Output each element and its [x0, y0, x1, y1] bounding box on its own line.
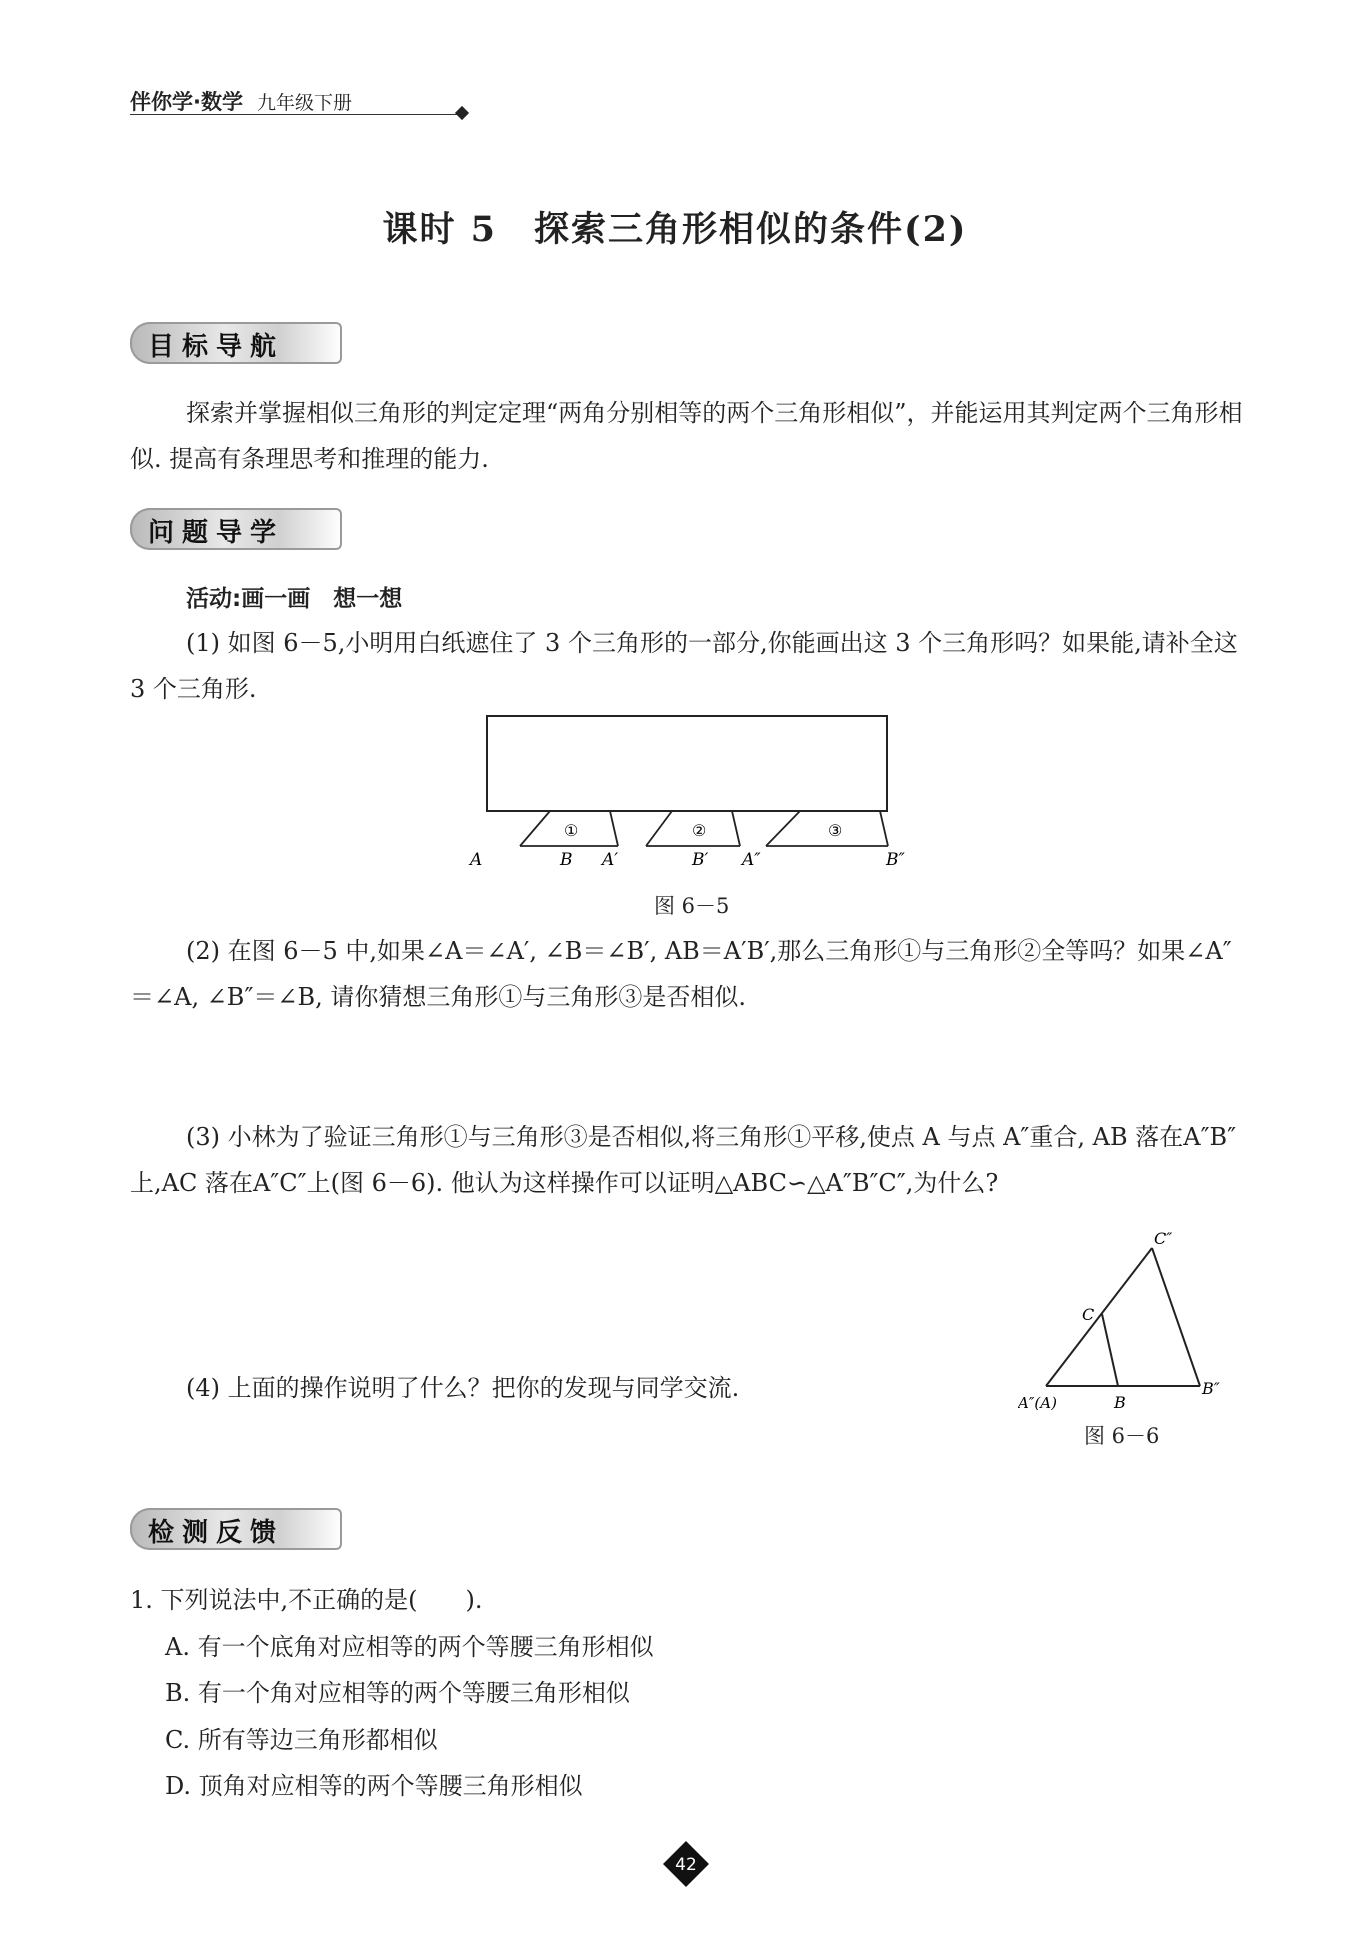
page-title: 课时 5 探索三角形相似的条件(2): [382, 209, 968, 250]
section-label: 检测反馈: [148, 1518, 285, 1548]
mark-2: ②: [692, 821, 707, 840]
activity-heading: 活动:画一画 想一想: [186, 586, 403, 612]
label-B-double-prime: B″: [1202, 1379, 1220, 1398]
running-header: [130, 86, 352, 116]
header-diamond-icon: [455, 106, 469, 120]
grade-label: 九年级下册: [256, 92, 352, 114]
label-B-prime: B′: [692, 850, 709, 870]
question-3: (3) 小林为了验证三角形①与三角形③是否相似,将三角形①平移,使点 A 与点 A″重合, AB 落在A″B″上,AC 落在A″C″上(图 6－6). 他认为这样操作可以证明△ABC∽△A″B″C″,为什么?: [130, 1123, 1237, 1197]
page-number: 42: [675, 1855, 697, 1875]
exercise-1-option-a[interactable]: A. 有一个底角对应相等的两个等腰三角形相似: [165, 1633, 654, 1661]
label-A-prime: A′: [602, 850, 619, 870]
label-B-double-prime: B″: [886, 850, 905, 870]
question-2: (2) 在图 6－5 中,如果∠A＝∠A′, ∠B＝∠B′, AB＝A′B′,那么三角形①与三角形②全等吗？如果∠A″＝∠A, ∠B″＝∠B, 请你猜想三角形①与三角形③是否相似.: [130, 937, 1232, 1011]
series-name: 伴你学·数学: [130, 90, 243, 114]
segment-A2C2: [1046, 1248, 1152, 1386]
figure-6-6-caption: 图 6－6: [1084, 1424, 1160, 1448]
mark-3: ③: [828, 821, 843, 840]
section-badge-goal: [130, 322, 342, 364]
triangle-1-right-side: [610, 811, 618, 846]
question-1: (1) 如图 6－5,小明用白纸遮住了 3 个三角形的一部分,你能画出这 3 个三角形吗？如果能,请补全这 3 个三角形.: [130, 629, 1238, 703]
figure-6-5-caption: 图 6－5: [654, 894, 730, 918]
question-4: (4) 上面的操作说明了什么？把你的发现与同学交流.: [186, 1374, 740, 1402]
exercise-1-stem: 1. 下列说法中,不正确的是( ).: [130, 1586, 483, 1614]
exercise-1-option-d[interactable]: D. 顶角对应相等的两个等腰三角形相似: [165, 1772, 583, 1800]
triangle-1-left-side: [520, 811, 550, 846]
mark-1: ①: [564, 821, 579, 840]
label-A: A: [470, 850, 483, 870]
section-badge-guide: [130, 508, 342, 550]
segment-CB: [1102, 1314, 1118, 1386]
figure-6-6: [1018, 1226, 1228, 1410]
triangle-3-left-side: [766, 811, 800, 846]
triangle-3-right-side: [880, 811, 888, 846]
page-number-badge: [662, 1840, 710, 1888]
section-label: 目标导航: [148, 332, 285, 362]
triangle-2-right-side: [732, 811, 740, 846]
label-A-double-prime-A: A″(A): [1018, 1394, 1057, 1410]
segment-C2B2: [1152, 1248, 1200, 1386]
goal-paragraph: 探索并掌握相似三角形的判定定理“两角分别相等的两个三角形相似”，并能运用其判定两个三角形相似. 提高有条理思考和推理的能力.: [130, 399, 1243, 473]
section-label: 问题导学: [148, 518, 285, 548]
exercise-1-option-b[interactable]: B. 有一个角对应相等的两个等腰三角形相似: [165, 1679, 630, 1707]
covering-paper: [487, 716, 887, 811]
section-badge-check: [130, 1508, 342, 1550]
figure-6-5: [460, 706, 920, 874]
label-C: C: [1082, 1305, 1095, 1324]
label-C-double-prime: C″: [1154, 1229, 1173, 1248]
triangle-2-left-side: [646, 811, 672, 846]
label-A-double-prime: A″: [742, 850, 761, 870]
exercise-1-option-c[interactable]: C. 所有等边三角形都相似: [165, 1726, 438, 1754]
label-B: B: [1114, 1393, 1126, 1410]
header-rule: [130, 114, 460, 115]
label-B: B: [560, 850, 573, 870]
